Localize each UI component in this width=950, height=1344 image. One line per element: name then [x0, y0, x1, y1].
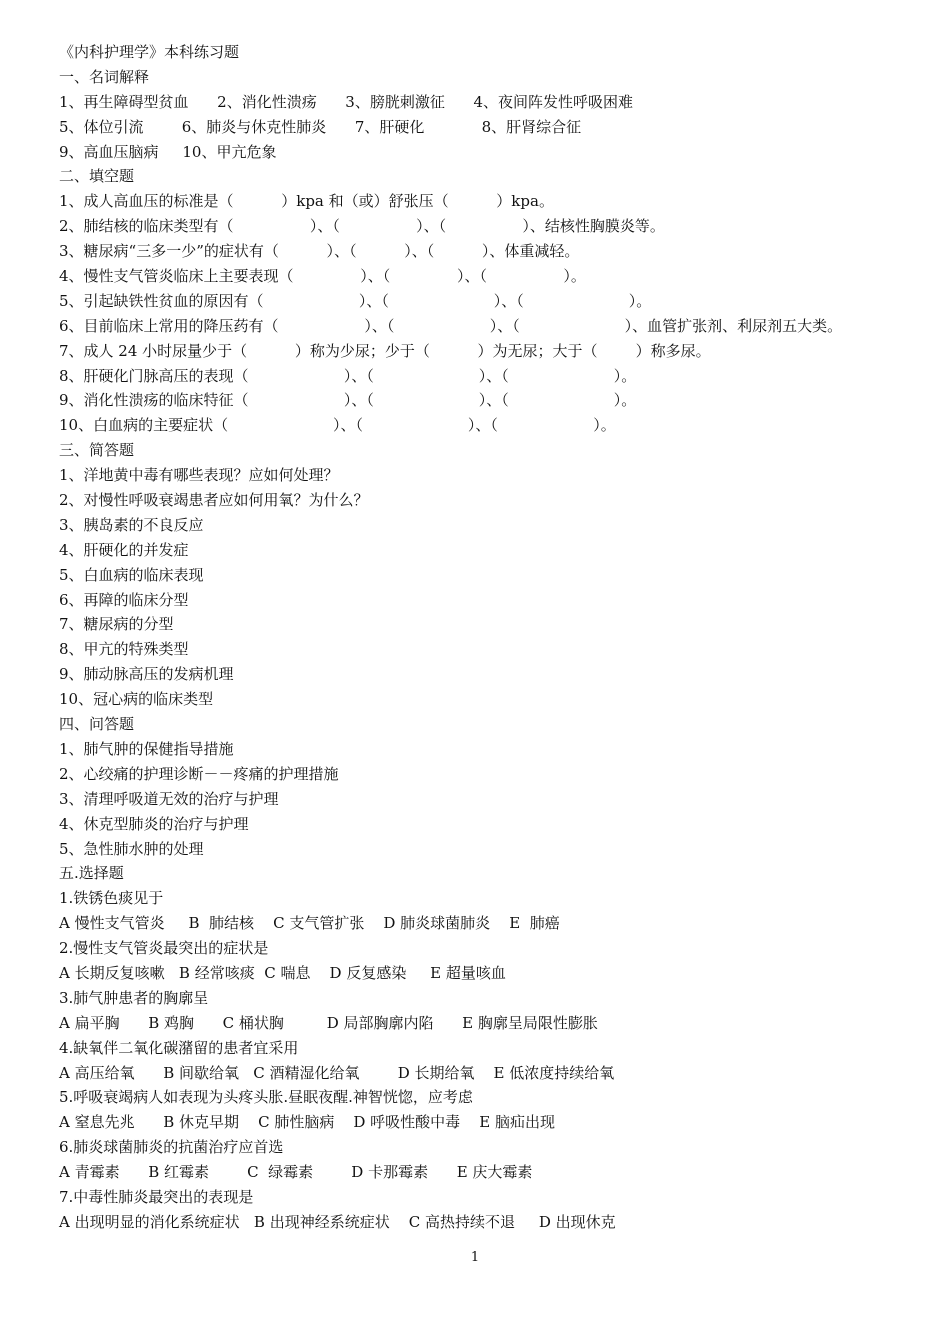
text-line: 1、洋地黄中毒有哪些表现？应如何处理？: [59, 466, 339, 485]
text-line: 1、再生障碍型贫血 2、消化性溃疡 3、膀胱刺激征 4、夜间阵发性呼吸困难: [59, 92, 634, 111]
question-line: 6.肺炎球菌肺炎的抗菌治疗应首选: [59, 1138, 284, 1157]
section-heading: 四、问答题: [59, 715, 135, 734]
text-line: 5、引起缺铁性贫血的原因有（ ）、（ ）、（ ）。: [59, 291, 652, 310]
text-line: 10、白血病的主要症状（ ）、（ ）、（ ）。: [59, 416, 616, 435]
section-heading: 一、名词解释: [59, 67, 150, 86]
text-line: 7、糖尿病的分型: [59, 615, 174, 634]
section-heading: 二、填空题: [59, 167, 135, 186]
text-line: 5、急性肺水肿的处理: [59, 839, 204, 858]
text-line: 3、糖尿病“三多一少”的症状有（ ）、（ ）、（ ）、体重减轻。: [59, 242, 580, 261]
question-line: 5.呼吸衰竭病人如表现为头疼头胀.昼眠夜醒.神智恍惚，应考虑: [59, 1088, 473, 1107]
question-line: 3.肺气肿患者的胸廓呈: [59, 988, 209, 1007]
text-line: 2、肺结核的临床类型有（ ）、（ ）、（ ）、结核性胸膜炎等。: [59, 217, 665, 236]
question-line: 7.中毒性肺炎最突出的表现是: [59, 1187, 254, 1206]
text-line: 2、对慢性呼吸衰竭患者应如何用氧？为什么？: [59, 491, 369, 510]
text-line: 8、甲亢的特殊类型: [59, 640, 189, 659]
text-line: 8、肝硬化门脉高压的表现（ ）、（ ）、（ ）。: [59, 366, 637, 385]
options-line: A 高压给氧 B 间歇给氧 C 酒精湿化给氧 D 长期给氧 E 低浓度持续给氧: [59, 1063, 615, 1082]
text-line: 1、肺气肿的保健指导措施: [59, 739, 234, 758]
options-line: A 慢性支气管炎 B 肺结核 C 支气管扩张 D 肺炎球菌肺炎 E 肺癌: [59, 914, 560, 933]
doc-title: 《内科护理学》本科练习题: [59, 43, 240, 61]
document-body: [59, 40, 899, 1235]
options-line: A 出现明显的消化系统症状 B 出现神经系统症状 C 高热持续不退 D 出现休克: [59, 1212, 616, 1231]
text-line: 7、成人 24 小时尿量少于（ ）称为少尿；少于（ ）为无尿；大于（ ）称多尿。: [59, 341, 711, 360]
section-heading: 五.选择题: [59, 864, 124, 883]
text-line: 4、肝硬化的并发症: [59, 540, 189, 559]
text-line: 10、冠心病的临床类型: [59, 690, 214, 709]
page-number: 1: [470, 1250, 480, 1265]
question-line: 1.铁锈色痰见于: [59, 889, 164, 908]
text-line: 5、白血病的临床表现: [59, 565, 204, 584]
text-line: 3、清理呼吸道无效的治疗与护理: [59, 789, 279, 808]
options-line: A 窒息先兆 B 休克早期 C 肺性脑病 D 呼吸性酸中毒 E 脑疝出现: [59, 1113, 555, 1132]
text-line: 6、再障的临床分型: [59, 590, 189, 609]
text-line: 3、胰岛素的不良反应: [59, 515, 204, 534]
text-line: 4、慢性支气管炎临床上主要表现（ ）、（ ）、（ ）。: [59, 267, 586, 286]
question-line: 2.慢性支气管炎最突出的症状是: [59, 939, 269, 958]
options-line: A 扁平胸 B 鸡胸 C 桶状胸 D 局部胸廓内陷 E 胸廓呈局限性膨胀: [59, 1013, 598, 1032]
options-line: A 青霉素 B 红霉素 C 绿霉素 D 卡那霉素 E 庆大霉素: [59, 1163, 533, 1182]
text-line: 4、休克型肺炎的治疗与护理: [59, 814, 249, 833]
options-line: A 长期反复咳嗽 B 经常咳痰 C 喘息 D 反复感染 E 超量咳血: [59, 963, 506, 982]
text-line: 9、肺动脉高压的发病机理: [59, 665, 234, 684]
section-heading: 三、简答题: [59, 441, 135, 460]
text-line: 6、目前临床上常用的降压药有（ ）、（ ）、（ ）、血管扩张剂、利尿剂五大类。: [59, 316, 843, 335]
text-line: 9、消化性溃疡的临床特征（ ）、（ ）、（ ）。: [59, 391, 637, 410]
text-line: 9、高血压脑病 10、甲亢危象: [59, 142, 277, 161]
text-line: 1、成人高血压的标准是（ ）kpa 和（或）舒张压（ ）kpa。: [59, 192, 554, 211]
text-line: 5、体位引流 6、肺炎与休克性肺炎 7、肝硬化 8、肝肾综合征: [59, 117, 582, 136]
text-line: 2、心绞痛的护理诊断－－疼痛的护理措施: [59, 764, 339, 783]
question-line: 4.缺氧伴二氧化碳潴留的患者宜采用: [59, 1038, 299, 1057]
